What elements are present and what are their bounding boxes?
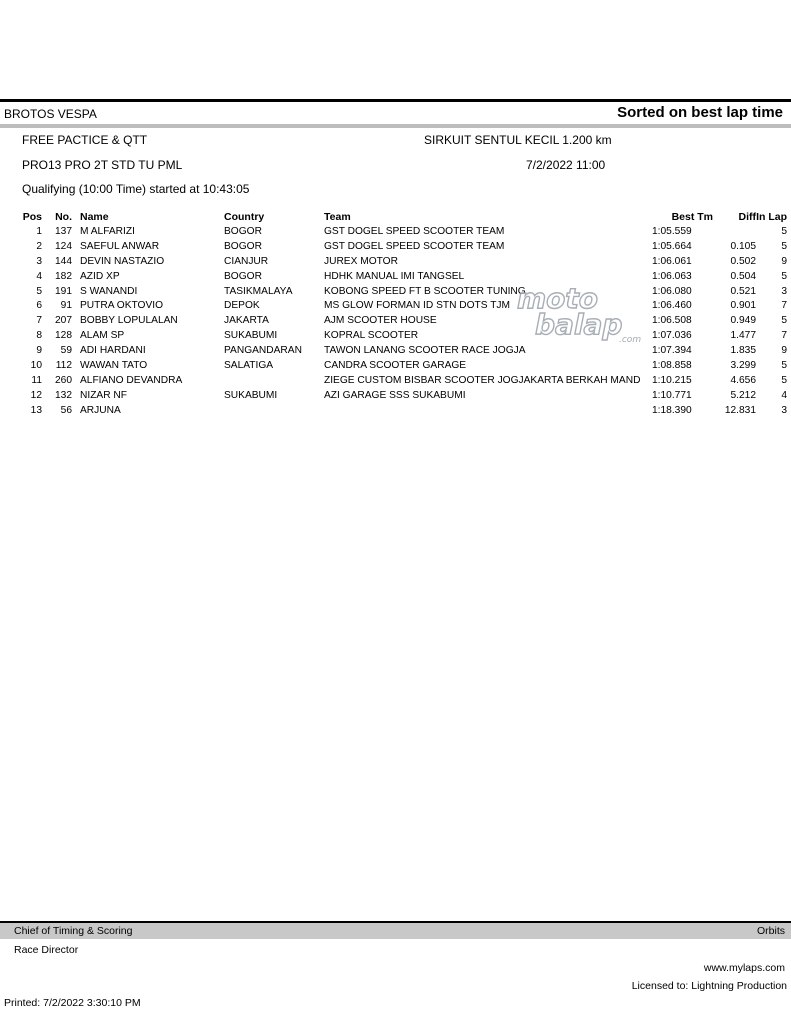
- cell-name: ARJUNA: [80, 404, 121, 416]
- cell-in-lap: 5: [781, 315, 787, 327]
- cell-in-lap: 7: [781, 330, 787, 342]
- table-row: [0, 358, 791, 373]
- cell-name: ALAM SP: [80, 330, 125, 342]
- header-divider: [0, 124, 791, 128]
- cell-country: SALATIGA: [224, 359, 274, 371]
- chief-of-timing-label: Chief of Timing & Scoring: [14, 925, 133, 937]
- cell-team: TAWON LANANG SCOOTER RACE JOGJA: [324, 345, 526, 357]
- cell-team: AZI GARAGE SSS SUKABUMI: [324, 389, 466, 401]
- cell-best-time: 1:06.063: [652, 270, 692, 282]
- watermark-line2: balap: [535, 308, 623, 341]
- table-row: [0, 343, 791, 358]
- table-row: [0, 224, 791, 239]
- table-row: [0, 239, 791, 254]
- cell-in-lap: 3: [781, 404, 787, 416]
- cell-number: 137: [55, 225, 72, 237]
- cell-number: 112: [55, 359, 72, 371]
- mylaps-website: www.mylaps.com: [703, 962, 785, 974]
- event-name: BROTOS VESPA: [4, 107, 97, 121]
- table-row: [0, 313, 791, 328]
- cell-team: KOPRAL SCOOTER: [324, 330, 419, 342]
- cell-in-lap: 5: [781, 270, 787, 282]
- cell-pos: 5: [36, 285, 42, 297]
- header-no: No.: [55, 211, 72, 223]
- cell-pos: 8: [36, 330, 42, 342]
- cell-team: GST DOGEL SPEED SCOOTER TEAM: [324, 240, 505, 252]
- table-row: [0, 298, 791, 313]
- cell-team: CANDRA SCOOTER GARAGE: [324, 359, 467, 371]
- header-team: Team: [324, 211, 351, 223]
- cell-name: WAWAN TATO: [80, 359, 148, 371]
- cell-in-lap: 5: [781, 225, 787, 237]
- cell-pos: 3: [36, 255, 42, 267]
- license-info: Licensed to: Lightning Production: [631, 980, 787, 992]
- header-best-time: Best Tm: [671, 211, 713, 223]
- cell-in-lap: 7: [781, 300, 787, 312]
- cell-in-lap: 9: [781, 345, 787, 357]
- session-info: Qualifying (10:00 Time) started at 10:43:05: [22, 182, 250, 196]
- table-row: [0, 254, 791, 269]
- sort-label: Sorted on best lap time: [617, 104, 783, 121]
- header-diff: Diff: [738, 211, 756, 223]
- cell-diff: 3.299: [730, 359, 756, 371]
- cell-best-time: 1:06.080: [652, 285, 692, 297]
- cell-pos: 7: [36, 315, 42, 327]
- header-name: Name: [80, 211, 109, 223]
- cell-diff: 5.212: [730, 389, 756, 401]
- table-row: [0, 269, 791, 284]
- cell-team: JUREX MOTOR: [324, 255, 398, 267]
- footer-divider: [0, 921, 791, 923]
- cell-best-time: 1:07.394: [652, 345, 692, 357]
- cell-diff: 12.831: [724, 404, 756, 416]
- session-datetime: 7/2/2022 11:00: [526, 158, 606, 172]
- cell-in-lap: 5: [781, 359, 787, 371]
- cell-pos: 9: [36, 345, 42, 357]
- printed-timestamp: Printed: 7/2/2022 3:30:10 PM: [4, 997, 141, 1009]
- cell-diff: 0.949: [730, 315, 756, 327]
- cell-diff: 0.521: [730, 285, 756, 297]
- cell-diff: 0.901: [730, 300, 756, 312]
- footer-bar: [0, 921, 791, 939]
- table-row: [0, 403, 791, 418]
- cell-best-time: 1:18.390: [652, 404, 692, 416]
- cell-number: 207: [55, 315, 72, 327]
- cell-country: BOGOR: [224, 225, 262, 237]
- cell-name: PUTRA OKTOVIO: [80, 300, 164, 312]
- table-row: [0, 284, 791, 299]
- orbits-label: Orbits: [756, 925, 785, 937]
- header-country: Country: [224, 211, 265, 223]
- cell-best-time: 1:05.559: [652, 225, 692, 237]
- cell-country: SUKABUMI: [224, 389, 278, 401]
- cell-diff: 1.835: [730, 345, 756, 357]
- cell-name: NIZAR NF: [80, 389, 127, 401]
- cell-number: 128: [55, 330, 72, 342]
- cell-number: 59: [60, 345, 72, 357]
- cell-number: 124: [55, 240, 72, 252]
- cell-name: ADI HARDANI: [80, 345, 146, 357]
- cell-pos: 6: [36, 300, 42, 312]
- cell-country: BOGOR: [224, 270, 262, 282]
- cell-name: AZID XP: [80, 270, 120, 282]
- results-table: [0, 210, 791, 418]
- cell-number: 144: [55, 255, 72, 267]
- watermark-suffix: .com: [619, 335, 642, 344]
- table-row: [0, 328, 791, 343]
- cell-name: M ALFARIZI: [80, 225, 135, 237]
- cell-diff: 4.656: [730, 374, 756, 386]
- cell-country: [220, 373, 320, 388]
- cell-country: TASIKMALAYA: [224, 285, 293, 297]
- cell-diff: 0.502: [730, 255, 756, 267]
- header-in-lap: In Lap: [756, 211, 787, 223]
- cell-country: [220, 403, 320, 418]
- cell-number: 56: [60, 404, 72, 416]
- cell-country: DEPOK: [224, 300, 260, 312]
- class-name: PRO13 PRO 2T STD TU PML: [22, 158, 183, 172]
- cell-country: JAKARTA: [224, 315, 269, 327]
- cell-diff: 0.105: [730, 240, 756, 252]
- cell-in-lap: 5: [781, 374, 787, 386]
- cell-best-time: 1:06.508: [652, 315, 692, 327]
- table-row: [0, 373, 791, 388]
- cell-country: CIANJUR: [224, 255, 269, 267]
- table-header-row: [0, 210, 791, 224]
- cell-team: AJM SCOOTER HOUSE: [324, 315, 437, 327]
- title-divider: [0, 99, 791, 102]
- cell-team: HDHK MANUAL IMI TANGSEL: [324, 270, 465, 282]
- cell-team: ZIEGE CUSTOM BISBAR SCOOTER JOGJAKARTA BERKAH MAND: [324, 374, 641, 386]
- cell-in-lap: 9: [781, 255, 787, 267]
- cell-best-time: 1:08.858: [652, 359, 692, 371]
- cell-best-time: 1:10.771: [652, 389, 692, 401]
- cell-team: KOBONG SPEED FT B SCOOTER TUNING: [324, 285, 526, 297]
- cell-number: 260: [55, 374, 72, 386]
- cell-country: PANGANDARAN: [224, 345, 302, 357]
- cell-pos: 1: [36, 225, 42, 237]
- header-pos: Pos: [22, 211, 42, 223]
- table-row: [0, 388, 791, 403]
- report-title-bar: [0, 99, 791, 123]
- cell-team: [320, 403, 648, 418]
- cell-best-time: 1:06.061: [652, 255, 692, 267]
- cell-best-time: 1:07.036: [652, 330, 692, 342]
- cell-number: 191: [55, 285, 72, 297]
- cell-number: 91: [60, 300, 72, 312]
- cell-country: SUKABUMI: [224, 330, 278, 342]
- cell-name: ALFIANO DEVANDRA: [80, 374, 183, 386]
- watermark-line1: moto: [517, 282, 599, 315]
- cell-team: MS GLOW FORMAN ID STN DOTS TJM: [324, 300, 511, 312]
- cell-name: SAEFUL ANWAR: [80, 240, 160, 252]
- cell-in-lap: 5: [781, 240, 787, 252]
- cell-diff: 0.504: [730, 270, 756, 282]
- cell-pos: 2: [36, 240, 42, 252]
- cell-in-lap: 4: [781, 389, 787, 401]
- cell-name: S WANANDI: [80, 285, 138, 297]
- cell-pos: 4: [36, 270, 42, 282]
- cell-pos: 12: [30, 389, 42, 401]
- cell-diff: 1.477: [730, 330, 756, 342]
- cell-name: DEVIN NASTAZIO: [80, 255, 165, 267]
- cell-pos: 10: [30, 359, 42, 371]
- cell-best-time: 1:10.215: [652, 374, 692, 386]
- cell-team: GST DOGEL SPEED SCOOTER TEAM: [324, 225, 505, 237]
- cell-country: BOGOR: [224, 240, 262, 252]
- session-name: FREE PACTICE & QTT: [22, 133, 148, 147]
- cell-number: 132: [55, 389, 72, 401]
- cell-name: BOBBY LOPULALAN: [80, 315, 178, 327]
- cell-in-lap: 3: [781, 285, 787, 297]
- cell-diff: [713, 224, 756, 239]
- cell-best-time: 1:06.460: [652, 300, 692, 312]
- cell-best-time: 1:05.664: [652, 240, 692, 252]
- cell-pos: 13: [30, 404, 42, 416]
- race-director-label: Race Director: [14, 944, 79, 956]
- cell-number: 182: [55, 270, 72, 282]
- circuit-name: SIRKUIT SENTUL KECIL 1.200 km: [424, 133, 612, 147]
- cell-pos: 11: [31, 374, 42, 386]
